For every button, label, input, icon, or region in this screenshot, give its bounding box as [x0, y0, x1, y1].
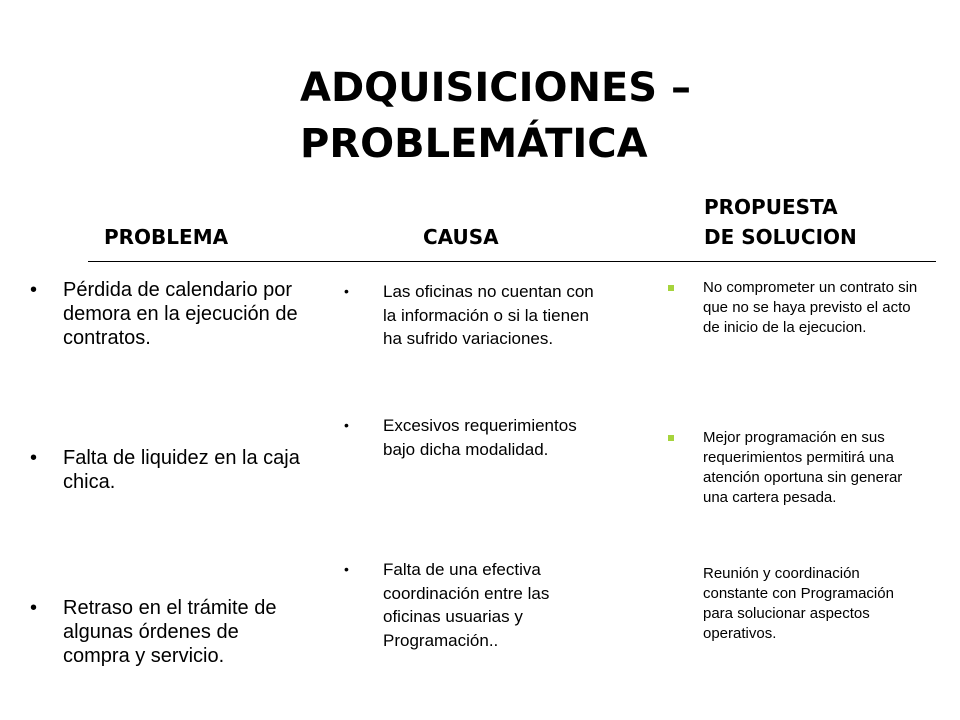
- header-problema: PROBLEMA: [104, 225, 229, 249]
- problema-list: [30, 278, 302, 668]
- propuesta-item-1: [664, 278, 924, 358]
- slide-title-line-2: PROBLEMÁTICA: [300, 121, 648, 167]
- problema-item-text: Pérdida de calendario por demora en la ejecución de contratos.: [63, 279, 298, 349]
- slide-title: [300, 60, 780, 172]
- causa-item-text: Excesivos requerimientos bajo dicha modalidad.: [383, 416, 577, 459]
- bullet-icon: •: [344, 417, 349, 433]
- causa-item-text: Las oficinas no cuentan con la información o si la tienen ha sufrido variaciones.: [383, 282, 594, 348]
- propuesta-item-text: No comprometer un contrato sin que no se haya previsto el acto de inicio de la ejecucion.: [703, 279, 918, 336]
- causa-item-text: Falta de una efectiva coordinación entre las oficinas usuarias y Programación..: [383, 560, 550, 650]
- propuesta-item-2: [664, 428, 924, 528]
- square-bullet-icon: [668, 285, 674, 291]
- square-bullet-icon: [668, 435, 674, 441]
- causa-item-1: [344, 280, 606, 374]
- problema-item-text: Falta de liquidez en la caja chica.: [63, 447, 300, 493]
- header-divider: [88, 261, 936, 262]
- causa-item-2: [344, 414, 606, 485]
- causa-list: [344, 280, 606, 652]
- bullet-icon: •: [30, 279, 38, 301]
- slide-title-line-1: ADQUISICIONES –: [300, 65, 691, 111]
- bullet-icon: •: [30, 447, 38, 469]
- problema-item-text: Retraso en el trámite de algunas órdenes de compra y servicio.: [63, 597, 277, 667]
- header-causa: CAUSA: [423, 225, 499, 249]
- header-propuesta: [704, 192, 904, 252]
- bullet-icon: •: [344, 561, 349, 577]
- problema-item-1: [30, 278, 302, 372]
- propuesta-item-text: Mejor programación en sus requerimientos permitirá una atención oportuna sin generar una cartera pesada.: [703, 429, 903, 506]
- problema-item-3: [30, 596, 302, 668]
- causa-item-3: [344, 558, 606, 652]
- header-propuesta-line-2: DE SOLUCION: [704, 225, 857, 249]
- propuesta-item-text: Reunión y coordinación constante con Programación para solucionar aspectos operativos.: [703, 565, 894, 642]
- problema-item-2: [30, 446, 302, 494]
- bullet-icon: •: [30, 597, 38, 619]
- bullet-icon: •: [344, 283, 349, 299]
- header-propuesta-line-1: PROPUESTA: [704, 195, 838, 219]
- propuesta-item-3: [664, 564, 924, 644]
- propuesta-list: [664, 278, 924, 644]
